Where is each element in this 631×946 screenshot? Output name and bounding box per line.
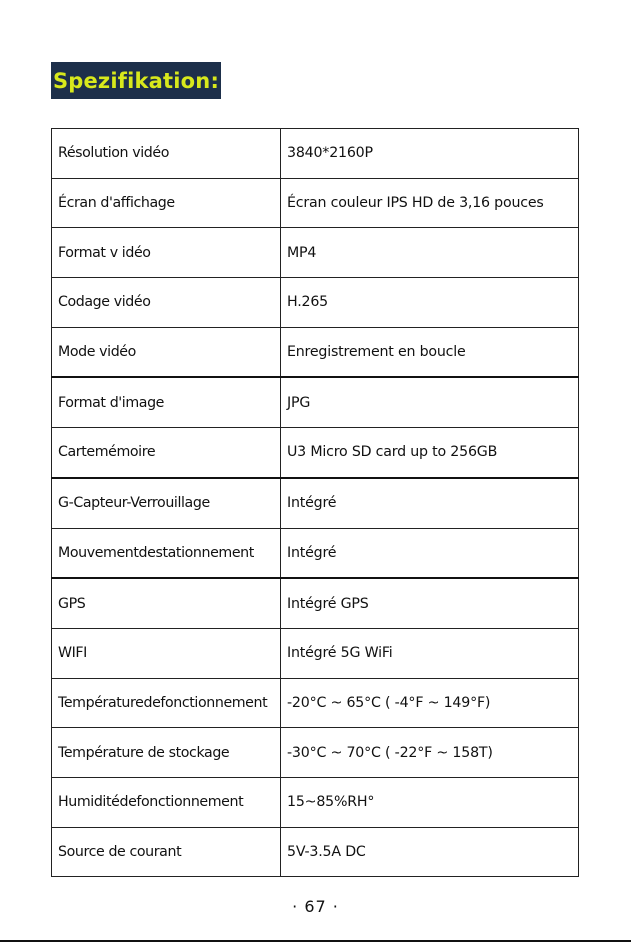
specification-table: [51, 128, 579, 877]
spec-value: 5V-3.5A DC: [281, 827, 579, 877]
spec-value: U3 Micro SD card up to 256GB: [281, 428, 579, 478]
spec-row: [52, 377, 579, 427]
spec-value: Intégré 5G WiFi: [281, 628, 579, 678]
spec-row: [52, 327, 579, 377]
specification-table-body: [52, 129, 579, 877]
spec-row: [52, 129, 579, 179]
spec-label: Écran d'affichage: [52, 178, 281, 228]
spec-label: WIFI: [52, 628, 281, 678]
spec-row: [52, 728, 579, 778]
spec-row: [52, 428, 579, 478]
section-heading: [51, 62, 221, 99]
spec-row: [52, 228, 579, 278]
spec-value: -30°C ~ 70°C ( -22°F ~ 158T): [281, 728, 579, 778]
spec-row: [52, 628, 579, 678]
spec-label: Résolution vidéo: [52, 129, 281, 179]
spec-value: 3840*2160P: [281, 129, 579, 179]
bottom-divider: [0, 940, 631, 942]
spec-value: H.265: [281, 278, 579, 328]
spec-label: Codage vidéo: [52, 278, 281, 328]
spec-label: G-Capteur-Verrouillage: [52, 478, 281, 528]
spec-value: JPG: [281, 377, 579, 427]
spec-value: Enregistrement en boucle: [281, 327, 579, 377]
spec-row: [52, 278, 579, 328]
spec-row: [52, 678, 579, 728]
spec-label: Températuredefonctionnement: [52, 678, 281, 728]
spec-row: [52, 777, 579, 827]
spec-label: Cartemémoire: [52, 428, 281, 478]
spec-row: [52, 478, 579, 528]
spec-label: Mouvementdestationnement: [52, 528, 281, 578]
spec-label: GPS: [52, 578, 281, 628]
spec-value: Écran couleur IPS HD de 3,16 pouces: [281, 178, 579, 228]
spec-label: Source de courant: [52, 827, 281, 877]
spec-row: [52, 578, 579, 628]
spec-value: 15~85%RH°: [281, 777, 579, 827]
spec-label: Mode vidéo: [52, 327, 281, 377]
spec-label: Format v idéo: [52, 228, 281, 278]
spec-row: [52, 827, 579, 877]
spec-value: Intégré GPS: [281, 578, 579, 628]
spec-label: Format d'image: [52, 377, 281, 427]
page-number: · 67 ·: [292, 897, 339, 916]
spec-value: -20°C ~ 65°C ( -4°F ~ 149°F): [281, 678, 579, 728]
section-heading-title: Spezifikation:: [52, 68, 220, 93]
spec-value: Intégré: [281, 528, 579, 578]
spec-label: Humiditédefonctionnement: [52, 777, 281, 827]
spec-row: [52, 528, 579, 578]
spec-label: Température de stockage: [52, 728, 281, 778]
spec-value: MP4: [281, 228, 579, 278]
spec-value: Intégré: [281, 478, 579, 528]
spec-row: [52, 178, 579, 228]
